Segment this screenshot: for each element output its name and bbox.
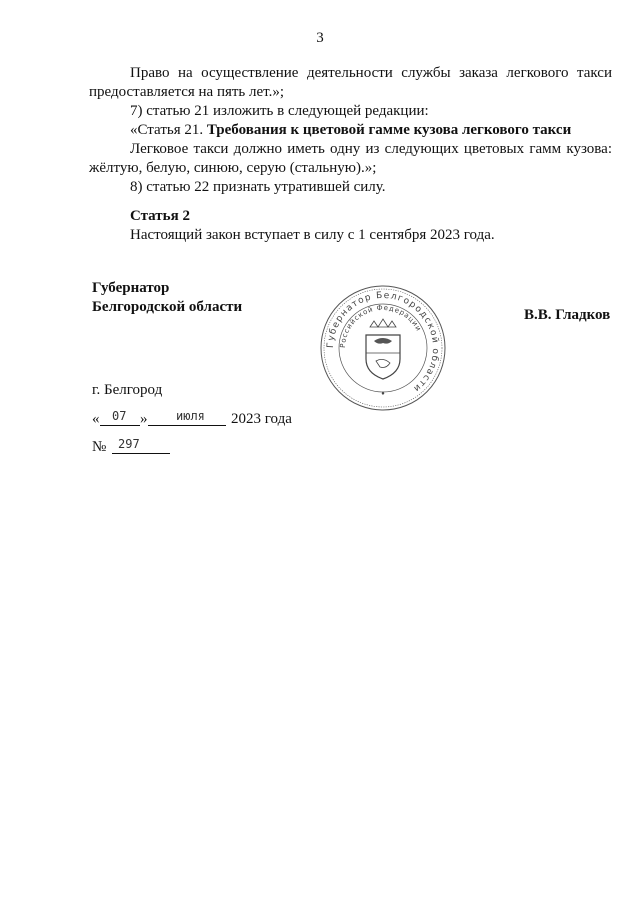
number-label: № <box>92 439 107 455</box>
signer-position-line-2: Белгородской области <box>92 299 243 315</box>
article-21-title: Требования к цветовой гамме кузова легкового такси <box>206 122 572 138</box>
body-line-4 <box>130 121 571 140</box>
official-seal <box>318 283 448 413</box>
date-open-quote: « <box>92 411 100 427</box>
number-underline <box>112 453 170 454</box>
date-year: 2023 года <box>231 411 292 427</box>
article-2-heading: Статья 2 <box>130 208 190 224</box>
number-handwritten: 297 <box>118 437 140 451</box>
city-line: г. Белгород <box>92 382 163 398</box>
svg-text:♦: ♦ <box>380 391 386 397</box>
body-line-2: предоставляется на пять лет.»; <box>89 84 285 100</box>
seal-outer-text: Губернатор Белгородской области <box>325 290 441 394</box>
article-21-label: «Статья 21. <box>130 122 207 138</box>
seal-inner-text: Российской Федерации <box>338 303 423 349</box>
body-line-6: жёлтую, белую, синюю, серую (стальную).»; <box>89 160 377 176</box>
body-line-1: Право на осуществление деятельности службы заказа легкового такси <box>130 65 612 81</box>
coat-of-arms-icon <box>366 319 400 379</box>
date-month-underline <box>148 425 226 426</box>
signer-name: В.В. Гладков <box>524 307 611 323</box>
article-2-text: Настоящий закон вступает в силу с 1 сентября 2023 года. <box>130 227 495 243</box>
date-close-quote: » <box>140 411 148 427</box>
page-number: 3 <box>316 30 324 46</box>
signer-position-line-1: Губернатор <box>92 280 170 296</box>
body-line-7: 8) статью 22 признать утратившей силу. <box>130 179 386 195</box>
date-day-underline <box>100 425 140 426</box>
body-line-5: Легковое такси должно иметь одну из следующих цветовых гамм кузова: <box>130 141 612 157</box>
body-line-3: 7) статью 21 изложить в следующей редакции: <box>130 103 429 119</box>
date-day-handwritten: 07 <box>112 409 127 423</box>
date-month-handwritten: июля <box>176 409 205 423</box>
